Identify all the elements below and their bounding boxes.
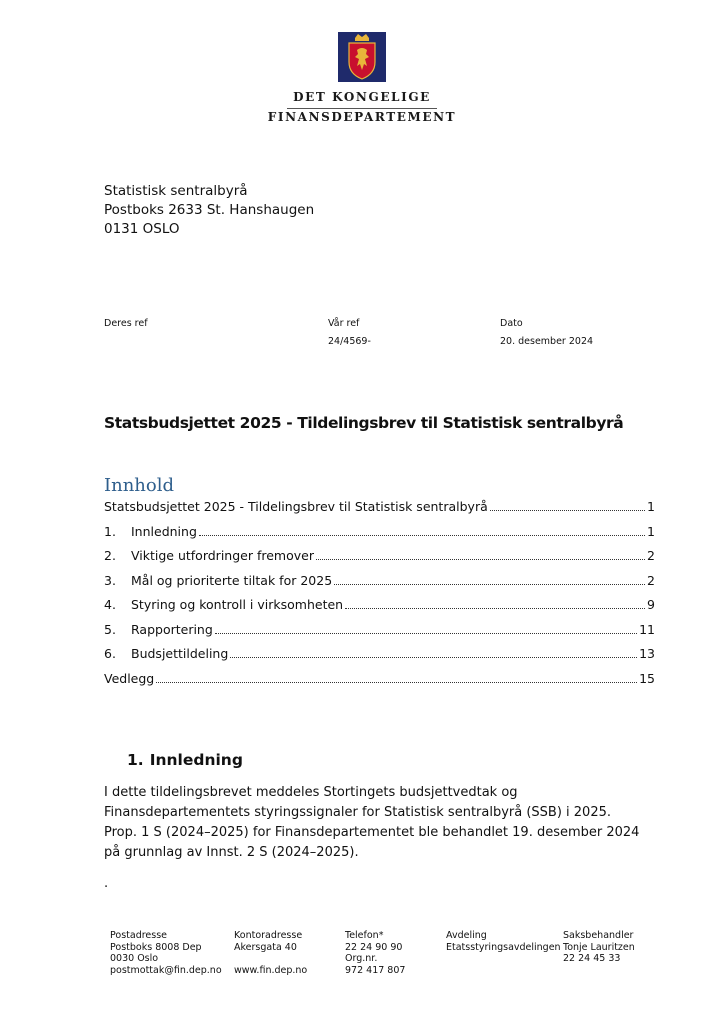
our-ref-value: 24/4569- [328,336,371,347]
section-title: Innledning [149,751,243,769]
footer-line: Etatsstyringsavdelingen [446,941,561,953]
toc-entry-text: Vedlegg [104,670,155,686]
toc-leader [199,534,645,536]
toc-entry-page: 13 [639,646,655,661]
toc-entry-text: Rapportering [131,621,213,637]
toc-entry-number: 5. [104,621,116,637]
toc-entry[interactable] [104,644,655,669]
toc-entry-number: 6. [104,646,116,661]
toc-entry-page: 2 [647,548,655,563]
our-ref-label: Vår ref [328,318,360,329]
toc-entry-page: 1 [647,523,655,539]
toc-entry-text: Innledning [131,523,197,539]
toc-entry-page: 9 [647,597,655,612]
toc-entry[interactable] [104,669,655,694]
toc-entry-number: 1. [104,523,116,539]
toc-entry-text: Mål og prioriterte tiltak for 2025 [131,572,333,588]
toc-leader [215,632,637,634]
toc-entry-page: 1 [647,499,655,514]
footer-line: Postadresse [110,930,168,941]
toc-heading: Innhold [104,475,175,496]
date-label: Dato [500,318,523,329]
org-name-line1: DET KONGELIGE [293,90,431,104]
section-heading [127,751,243,769]
toc-leader [490,509,645,511]
footer-line: Avdeling [446,930,487,941]
toc-entry-text: Styring og kontroll i virksomheten [131,597,344,612]
footer-website[interactable]: www.fin.dep.no [234,964,308,976]
toc-entry-number: 4. [104,597,116,612]
recipient-name: Statistisk sentralbyrå [104,183,248,199]
footer-line: Tonje Lauritzen [563,941,635,953]
toc-leader [345,607,645,609]
footer-department [446,930,561,953]
toc-entry-number: 3. [104,572,116,588]
footer-line: 972 417 807 [345,964,406,976]
toc-entry-text: Statsbudsjettet 2025 - Tildelingsbrev til Statistisk sentralbyrå [104,499,488,514]
trailing-text: . [104,876,109,891]
letterhead-divider [287,108,437,109]
recipient-city: 0131 OSLO [104,221,180,237]
toc-leader [156,681,637,683]
footer-line: Telefon* [345,930,384,941]
footer-phone [345,930,405,976]
date-value: 20. desember 2024 [500,336,594,347]
footer-line: 0030 Oslo [110,953,159,964]
toc-leader [316,558,645,560]
footer-office-address [234,930,307,976]
footer-line: Kontoradresse [234,930,303,941]
footer-line: Org.nr. [345,953,378,964]
toc-entry[interactable] [104,522,655,547]
footer-line: Saksbehandler [563,930,634,941]
toc-entry[interactable] [104,571,655,596]
section-number: 1. [127,751,144,769]
toc-entry-text: Viktige utfordringer fremover [131,548,314,563]
toc-entry[interactable] [104,497,655,522]
toc-entry-page: 15 [639,670,655,686]
toc-leader [334,583,645,585]
footer-case-officer [563,930,635,965]
toc-entry[interactable] [104,546,655,571]
footer-email[interactable]: postmottak@fin.dep.no [110,964,222,976]
section-body: I dette tildelingsbrevet meddeles Stortingets budsjettvedtak og Finansdepartementets styringssignaler for Statistisk sentralbyrå (SSB) i 2025. Prop. 1 S (2024–2025) for Finansdepartementet ble behandlet 19. desember 2024 på grunnlag av Innst. 2 S (2024–2025). [104,785,640,860]
toc-entry-number: 2. [104,548,116,563]
footer-line: 22 24 90 90 [345,941,403,953]
your-ref-label: Deres ref [104,318,148,329]
footer-line: Postboks 8008 Dep [110,941,202,953]
coat-of-arms-icon [338,32,386,82]
toc-leader [230,656,637,658]
recipient-street: Postboks 2633 St. Hanshaugen [104,202,315,218]
footer-postal-address [110,930,222,976]
toc-entry[interactable] [104,620,655,645]
letter-subject: Statsbudsjettet 2025 - Tildelingsbrev til Statistisk sentralbyrå [104,414,624,432]
footer-line: 22 24 45 33 [563,953,621,964]
toc-entry-page: 11 [639,621,655,637]
org-name-line2: FINANSDEPARTEMENT [267,110,457,124]
letterhead [0,32,724,125]
toc-entry-page: 2 [647,572,655,588]
footer-line: Akersgata 40 [234,941,297,953]
footer-line [234,953,307,965]
recipient-address [104,182,314,239]
toc-entry[interactable] [104,595,655,620]
toc-entry-text: Budsjettildeling [131,646,229,661]
table-of-contents [104,497,655,693]
